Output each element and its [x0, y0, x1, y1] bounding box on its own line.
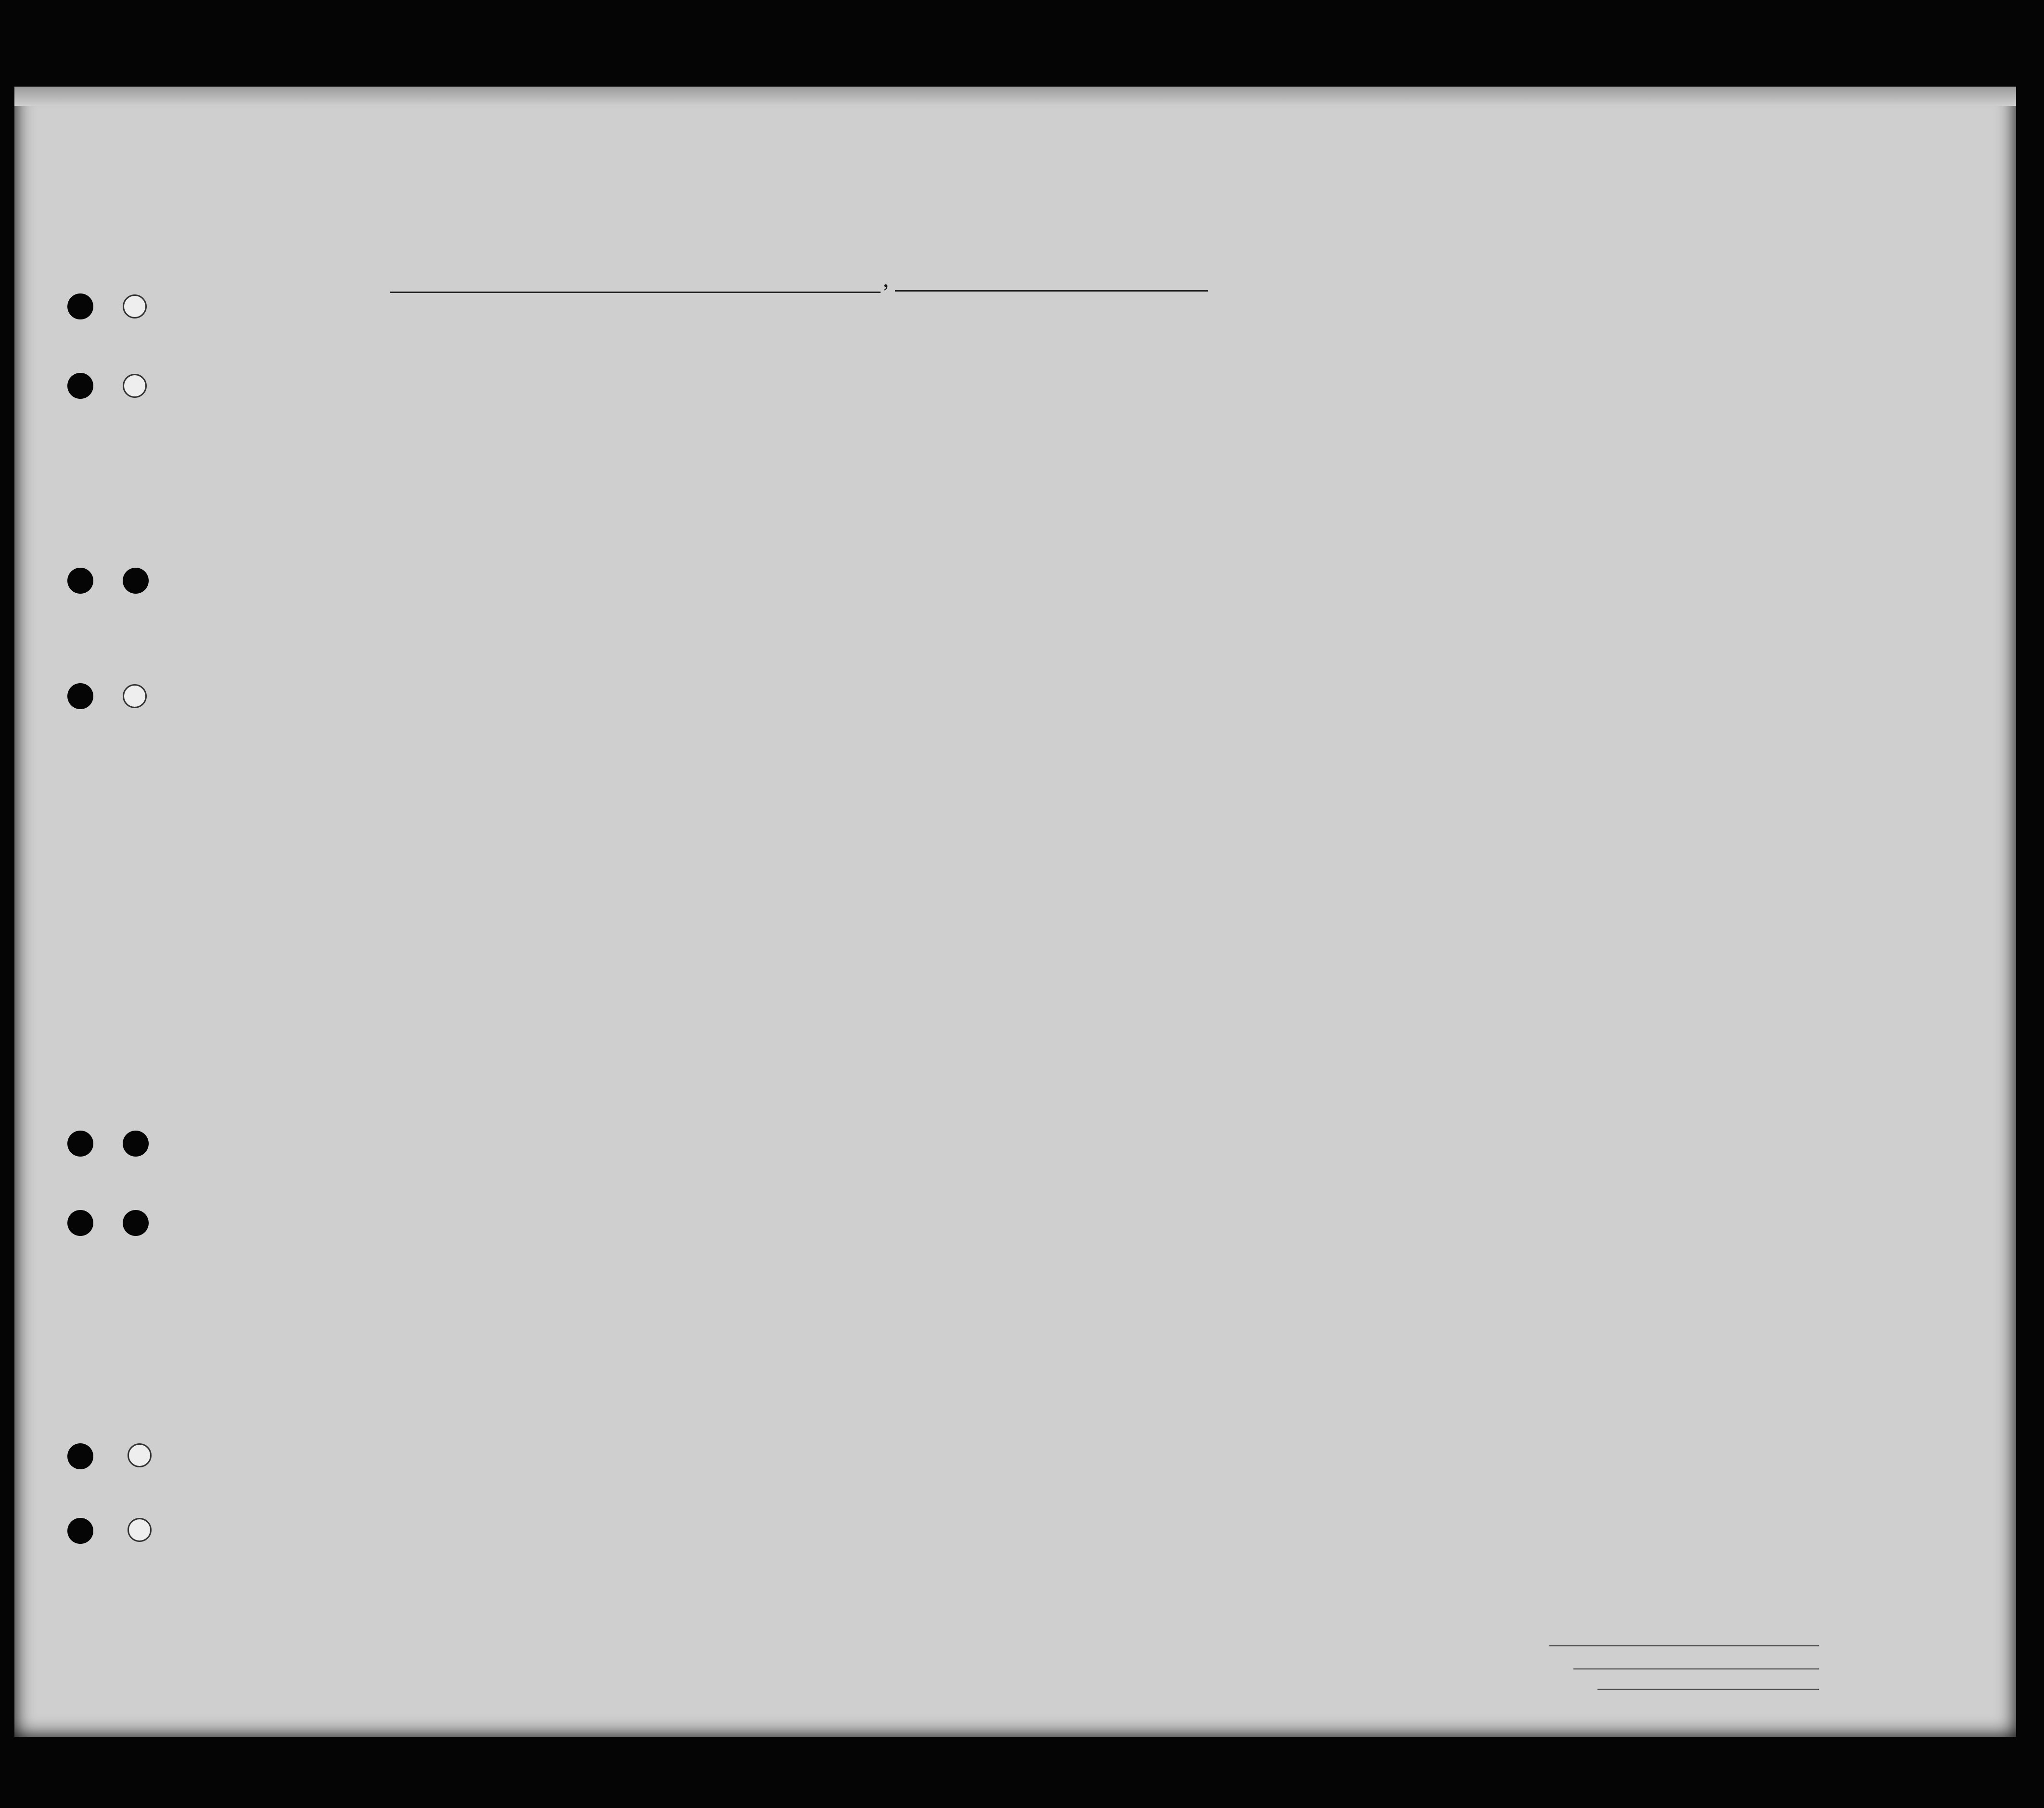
comma: ,: [883, 265, 889, 292]
agents-underline: [1597, 1689, 1819, 1690]
line-underline: [1549, 1645, 1819, 1646]
owners-underline: [1573, 1668, 1819, 1669]
